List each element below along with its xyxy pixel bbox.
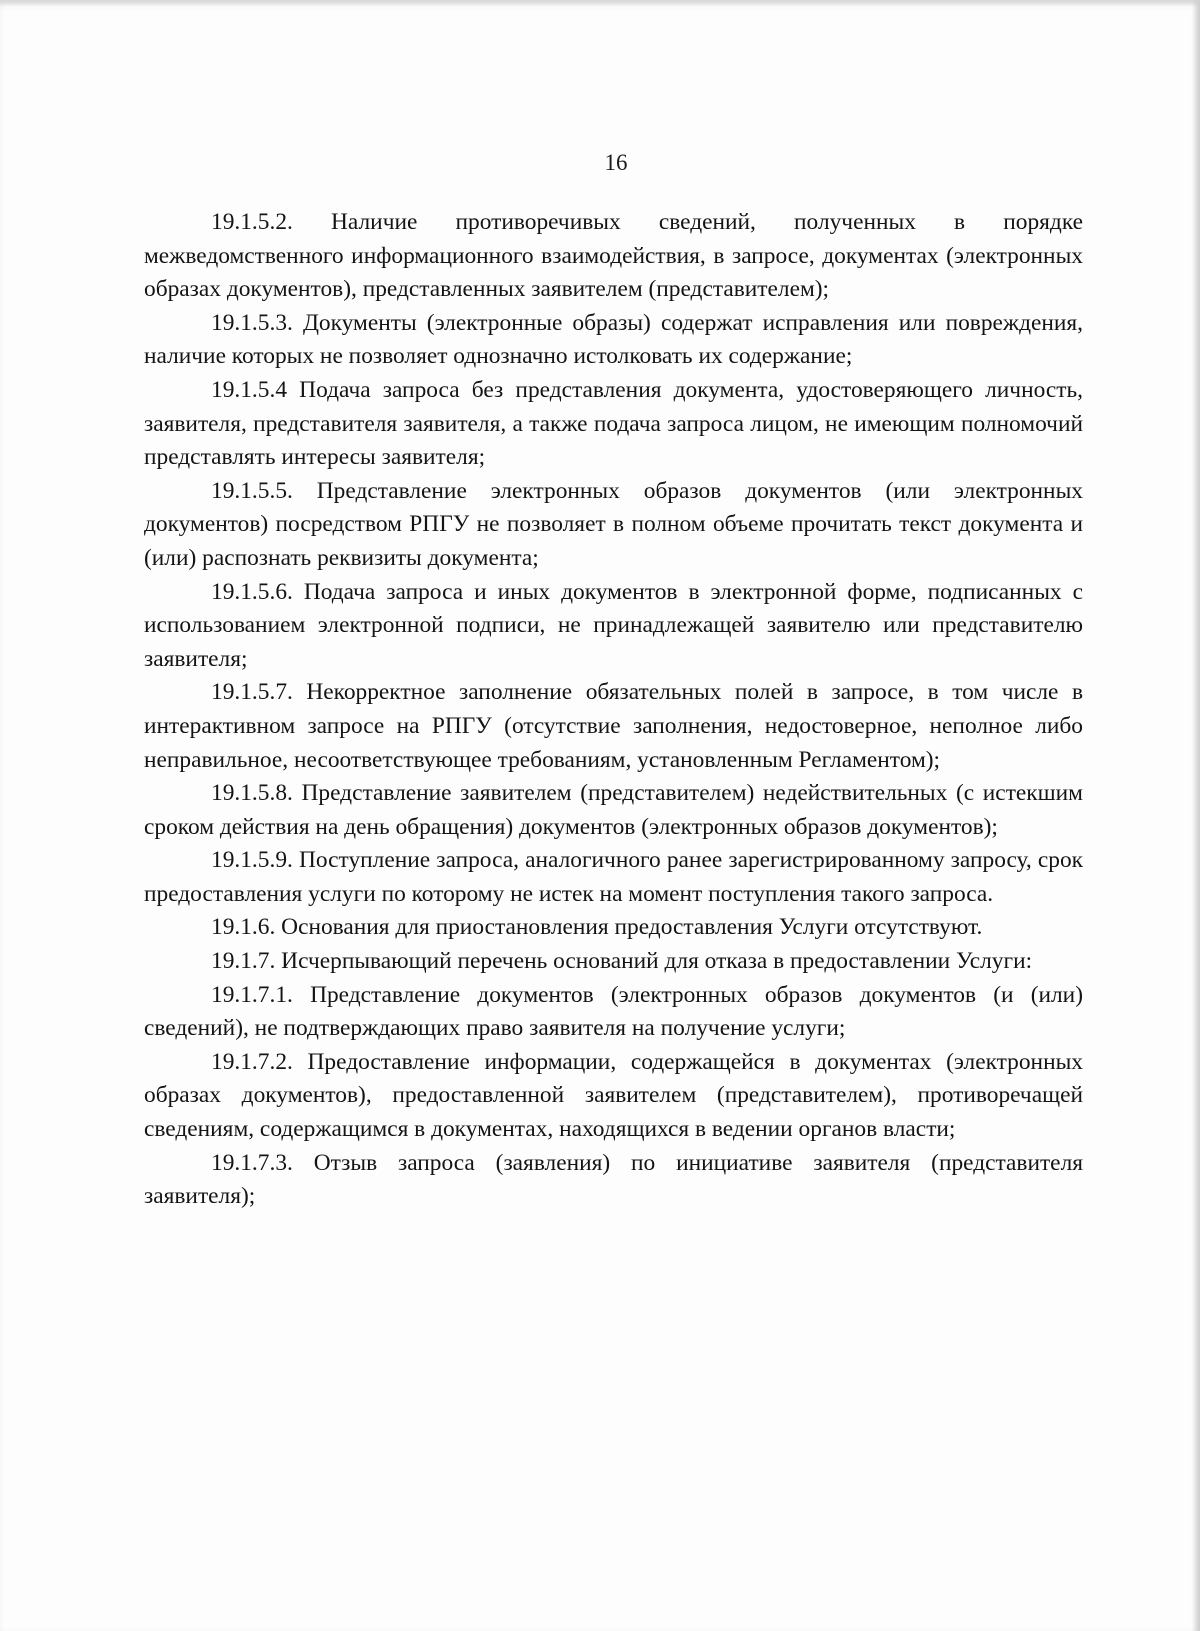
paragraph-19-1-7-1: 19.1.7.1. Представление документов (электронных образов документов (и (или) сведений), не подтверждающих право заявителя на получение услуги; <box>144 981 1083 1042</box>
scan-edge-top <box>0 0 1200 6</box>
paragraph-19-1-7-3: 19.1.7.3. Отзыв запроса (заявления) по инициативе заявителя (представителя заявителя); <box>144 1149 1083 1210</box>
page-number: 16 <box>604 150 628 175</box>
paragraph-19-1-5-6: 19.1.5.6. Подача запроса и иных документов в электронной форме, подписанных с использованием электронной подписи, не принадлежащей заявителю или представителю заявителя; <box>144 578 1083 672</box>
paragraph-19-1-5-8: 19.1.5.8. Представление заявителем (представителем) недействительных (с истекшим сроком действия на день обращения) документов (электронных образов документов); <box>144 780 1083 840</box>
scan-edge-right <box>1192 0 1200 1631</box>
paragraph-19-1-5-7: 19.1.5.7. Некорректное заполнение обязательных полей в запросе, в том числе в интерактивном запросе на РПГУ (отсутствие заполнения, недостоверное, неполное либо неправильное, несоответствующее требованиям, установленным Регламентом); <box>144 679 1083 773</box>
document-body <box>144 206 1083 1214</box>
paragraph-19-1-7-2: 19.1.7.2. Предоставление информации, содержащейся в документах (электронных образах документов), предоставленной заявителем (представителем), противоречащей сведениям, содержащимся в документах, находящихся в ведении органов власти; <box>144 1048 1083 1143</box>
paragraph-19-1-5-2: 19.1.5.2. Наличие противоречивых сведений, полученных в порядке межведомственного информационного взаимодействия, в запросе, документах (электронных образах документов), представленных заявителем (представителем); <box>144 209 1083 303</box>
paragraph-19-1-5-4: 19.1.5.4 Подача запроса без представления документа, удостоверяющего личность, заявителя, представителя заявителя, а также подача запроса лицом, не имеющим полномочий представлять интересы заявителя; <box>144 376 1083 471</box>
paragraph-19-1-6: 19.1.6. Основания для приостановления предоставления Услуги отсутствуют. <box>211 914 983 941</box>
paragraph-19-1-5-5: 19.1.5.5. Представление электронных образов документов (или электронных документов) посредством РПГУ не позволяет в полном объеме прочитать текст документа и (или) распознать реквизиты документа; <box>144 477 1083 571</box>
paragraph-19-1-7: 19.1.7. Исчерпывающий перечень оснований для отказа в предоставлении Услуги: <box>211 948 1033 975</box>
paragraph-19-1-5-3: 19.1.5.3. Документы (электронные образы) содержат исправления или повреждения, наличие которых не позволяет однозначно истолковать их содержание; <box>144 309 1083 370</box>
paragraph-19-1-5-9: 19.1.5.9. Поступление запроса, аналогичного ранее зарегистрированному запросу, срок предоставления услуги по которому не истек на момент поступления такого запроса. <box>144 847 1083 907</box>
